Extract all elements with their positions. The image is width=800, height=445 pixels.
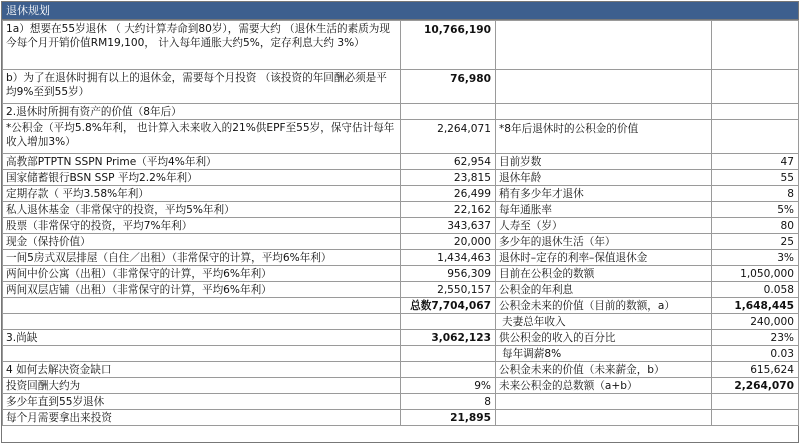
- retire-age-value[interactable]: 55: [712, 170, 799, 186]
- raise-value[interactable]: 0.03: [712, 346, 799, 362]
- years-left-label: 稍有多少年才退休: [496, 186, 712, 202]
- table-row: [3, 186, 799, 202]
- empty-cell: [712, 70, 799, 104]
- bsn-label: 国家储蓄银行BSN SSP 平均2.2%年利）: [3, 170, 401, 186]
- assets-total: [401, 298, 496, 314]
- empty-cell: [712, 104, 799, 120]
- epf-fv-a-label: 公积金未来的价值（目前的数额，a）: [496, 298, 712, 314]
- epf-note: *8年后退休时的公积金的价值: [496, 120, 712, 154]
- epf-label: *公积金（平均5.8%年利， 也计算入未来收入的21%供EPF至55岁，保守估计每年收入增加3%）: [3, 120, 401, 154]
- real-rate-label: 退休时–定存的利率–保值退休金: [496, 250, 712, 266]
- table-row: [3, 266, 799, 282]
- current-age-label: 目前岁数: [496, 154, 712, 170]
- epf-rate-value[interactable]: 0.058: [712, 282, 799, 298]
- table-row: [3, 70, 799, 104]
- table-row: [3, 362, 799, 378]
- empty-cell: [3, 314, 401, 330]
- table-row: [3, 250, 799, 266]
- fixed-deposit-value[interactable]: 26,499: [401, 186, 496, 202]
- epf-value[interactable]: 2,264,071: [401, 120, 496, 154]
- couple-income-value[interactable]: 240,000: [712, 314, 799, 330]
- raise-label: 每年调薪8%: [496, 346, 712, 362]
- table-row: [3, 104, 799, 120]
- total-label: 总数: [410, 299, 432, 312]
- epf-rate-label: 公积金的年利息: [496, 282, 712, 298]
- empty-cell: [712, 410, 799, 426]
- empty-cell: [496, 394, 712, 410]
- table-row: [3, 378, 799, 394]
- monthly-needed-label: 每个月需要拿出来投资: [3, 410, 401, 426]
- table-row: [3, 21, 799, 70]
- epf-fv-b-value[interactable]: 615,624: [712, 362, 799, 378]
- epf-total-label: 未来公积金的总数额（a+b）: [496, 378, 712, 394]
- epf-current-label: 目前在公积金的数额: [496, 266, 712, 282]
- stock-label: 股票（非常保守的投资，平均7%年利）: [3, 218, 401, 234]
- sheet-title: 退休规划: [2, 2, 798, 20]
- empty-cell: [712, 21, 799, 70]
- empty-cell: [712, 120, 799, 154]
- prs-label: 私人退休基金（非常保守的投资，平均5%年利）: [3, 202, 401, 218]
- inflation-label: 每年通胀率: [496, 202, 712, 218]
- roi-value[interactable]: 9%: [401, 378, 496, 394]
- years-to-retire-label: 多少年直到55岁退休: [3, 394, 401, 410]
- empty-cell: [712, 394, 799, 410]
- house-label: 一间5房式双层排屋（自住／出租）（非常保守的计算，平均6%年利）: [3, 250, 401, 266]
- years-left-value[interactable]: 8: [712, 186, 799, 202]
- table-row: [3, 154, 799, 170]
- retire-years-value[interactable]: 25: [712, 234, 799, 250]
- gap-heading: 4 如何去解决资金缺口: [3, 362, 401, 378]
- monthly-needed-value[interactable]: 21,895: [401, 410, 496, 426]
- epf-current-value[interactable]: 1,050,000: [712, 266, 799, 282]
- cash-value[interactable]: 20,000: [401, 234, 496, 250]
- table-row: [3, 410, 799, 426]
- house-value[interactable]: 1,434,463: [401, 250, 496, 266]
- cash-label: 现金（保持价值）: [3, 234, 401, 250]
- stock-value[interactable]: 343,637: [401, 218, 496, 234]
- shortfall-value[interactable]: 3,062,123: [401, 330, 496, 346]
- years-to-retire-value[interactable]: 8: [401, 394, 496, 410]
- table-row: [3, 170, 799, 186]
- prs-value[interactable]: 22,162: [401, 202, 496, 218]
- table-row: [3, 234, 799, 250]
- contrib-pct-value[interactable]: 23%: [712, 330, 799, 346]
- empty-cell: [401, 346, 496, 362]
- shortfall-label: 3.尚缺: [3, 330, 401, 346]
- monthly-invest-label: b）为了在退休时拥有以上的退休金，需要每个月投资 （该投资的年回酬必须是平均9%至到55岁）: [3, 70, 401, 104]
- needed-amount-label: 1a）想要在55岁退休 （ 大约计算寿命到80岁），需要大约 （退休生活的素质为现今每个月开销价值RM19,100， 计入每年通胀大约5%，定存利息大约 3%）: [3, 21, 401, 70]
- empty-cell: [496, 104, 712, 120]
- table-row: [3, 314, 799, 330]
- current-age-value[interactable]: 47: [712, 154, 799, 170]
- retirement-sheet: [1, 1, 799, 443]
- sspn-value[interactable]: 62,954: [401, 154, 496, 170]
- fixed-deposit-label: 定期存款（ 平均3.58%年利）: [3, 186, 401, 202]
- retire-years-label: 多少年的退休生活（年）: [496, 234, 712, 250]
- table-row: [3, 218, 799, 234]
- couple-income-label: 夫妻总年收入: [496, 314, 712, 330]
- needed-amount-value[interactable]: 10,766,190: [401, 21, 496, 70]
- empty-cell: [3, 298, 401, 314]
- table-row: [3, 298, 799, 314]
- epf-fv-b-label: 公积金未来的价值（未来薪金，b）: [496, 362, 712, 378]
- shop-label: 两间双层店铺（出租）（非常保守的计算，平均6%年利）: [3, 282, 401, 298]
- table-row: [3, 202, 799, 218]
- contrib-pct-label: 供公积金的收入的百分比: [496, 330, 712, 346]
- table-row: [3, 346, 799, 362]
- life-expectancy-label: 人寿至（岁）: [496, 218, 712, 234]
- empty-cell: [401, 314, 496, 330]
- inflation-value[interactable]: 5%: [712, 202, 799, 218]
- empty-cell: [496, 21, 712, 70]
- empty-cell: [401, 104, 496, 120]
- table-row: [3, 330, 799, 346]
- condo-label: 两间中价公寓（出租）（非常保守的计算，平均6%年利）: [3, 266, 401, 282]
- empty-cell: [401, 362, 496, 378]
- condo-value[interactable]: 956,309: [401, 266, 496, 282]
- monthly-invest-value[interactable]: 76,980: [401, 70, 496, 104]
- empty-cell: [496, 70, 712, 104]
- section-heading-assets: 2.退休时所拥有资产的价值（8年后）: [3, 104, 401, 120]
- bsn-value[interactable]: 23,815: [401, 170, 496, 186]
- roi-label: 投资回酬大约为: [3, 378, 401, 394]
- empty-cell: [496, 410, 712, 426]
- retire-age-label: 退休年龄: [496, 170, 712, 186]
- life-expectancy-value[interactable]: 80: [712, 218, 799, 234]
- shop-value[interactable]: 2,550,157: [401, 282, 496, 298]
- retirement-table: [2, 20, 799, 426]
- table-row: [3, 394, 799, 410]
- total-value[interactable]: 7,704,067: [431, 299, 491, 312]
- sspn-label: 高教部PTPTN SSPN Prime（平均4%年利）: [3, 154, 401, 170]
- table-row: [3, 120, 799, 154]
- epf-fv-a-value[interactable]: 1,648,445: [712, 298, 799, 314]
- table-row: [3, 282, 799, 298]
- real-rate-value[interactable]: 3%: [712, 250, 799, 266]
- epf-total-value[interactable]: 2,264,070: [712, 378, 799, 394]
- empty-cell: [3, 346, 401, 362]
